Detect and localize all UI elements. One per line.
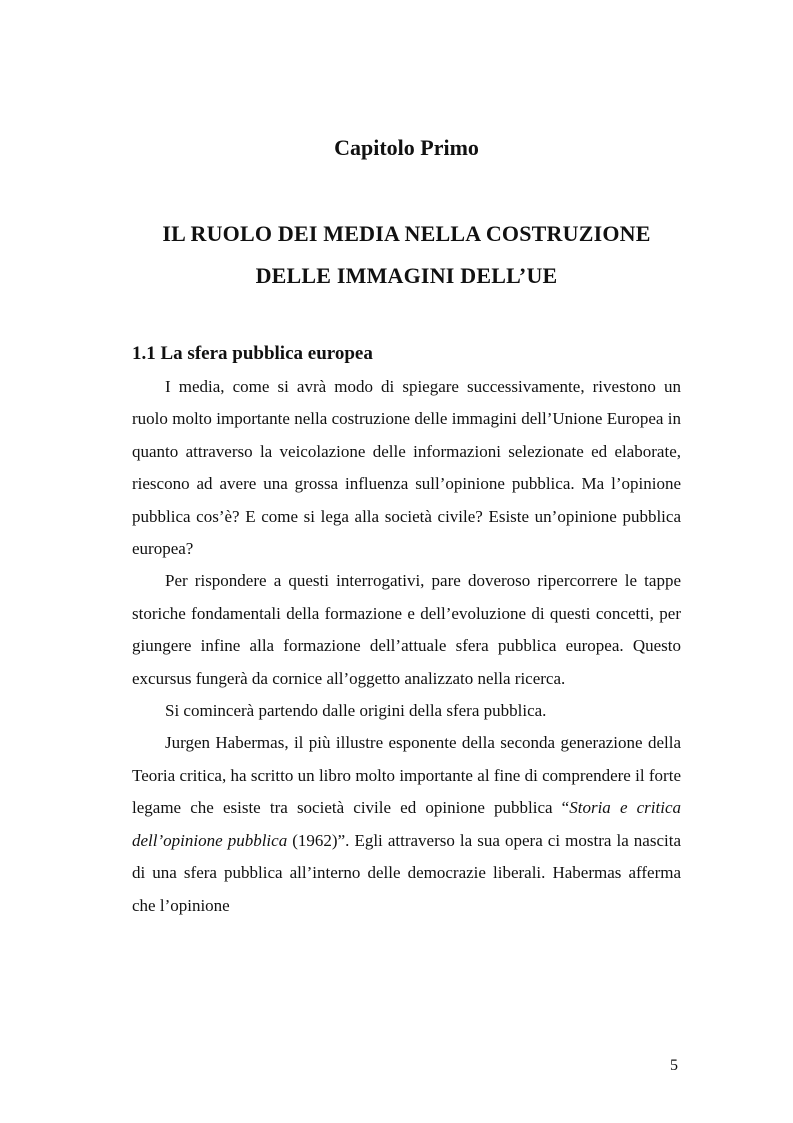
paragraph-1: I media, come si avrà modo di spiegare successivamente, rivestono un ruolo molto importante nella costruzione delle immagini dell’Unione Europea in quanto attraverso la veicolazione delle informazioni selezionate ed elaborate, riescono ad avere una grossa influenza sull’opinione pubblica. Ma l’opinione pubblica cos’è? E come si lega alla società civile? Esiste un’opinione pubblica europea? — [132, 377, 681, 559]
paragraph-4-text-a: Jurgen Habermas, il più illustre esponente della seconda generazione della Teoria critica, ha scritto un libro molto importante al fine di comprendere il forte legame che esiste tra società civile ed opinione pubblica “ — [132, 733, 681, 818]
body-text — [132, 371, 681, 922]
chapter-label: Capitolo Primo — [334, 135, 479, 160]
chapter-title-line-2: DELLE IMMAGINI DELL’UE — [255, 263, 558, 288]
chapter-title — [0, 213, 793, 297]
paragraph-2: Per rispondere a questi interrogativi, pare doveroso ripercorrere le tappe storiche fondamentali della formazione e dell’evoluzione di questi concetti, per giungere infine alla formazione dell’attuale sfera pubblica europea. Questo excursus fungerà da cornice all’oggetto analizzato nella ricerca. — [132, 571, 681, 688]
paragraph-4 — [132, 727, 681, 921]
book-title: Storia e critica dell’opinione pubblica — [132, 798, 682, 850]
paragraph-3: Si comincerà partendo dalle origini della sfera pubblica. — [165, 701, 547, 721]
paragraph-4-text-b: (1962)”. Egli attraverso la sua opera ci mostra la nascita di una sfera pubblica all’interno delle democrazie liberali. Habermas afferma che l’opinione — [132, 830, 681, 915]
chapter-title-line-1: IL RUOLO DEI MEDIA NELLA COSTRUZIONE — [162, 221, 651, 246]
page-number: 5 — [670, 1057, 678, 1074]
section-heading: 1.1 La sfera pubblica europea — [132, 343, 373, 364]
